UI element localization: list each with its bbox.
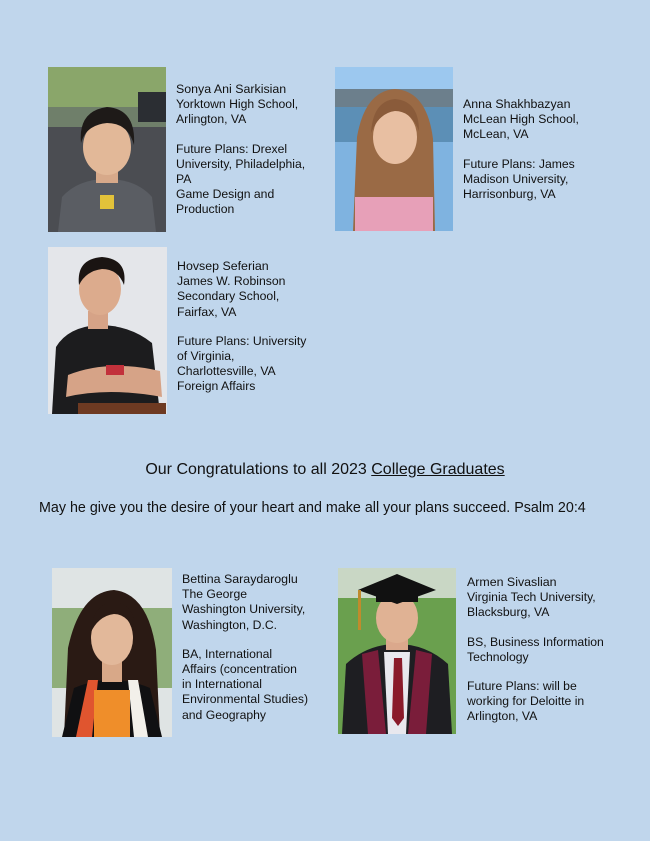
heading-underlined-text: College Graduates: [371, 461, 505, 478]
photo-hovsep-seferian: [48, 247, 167, 414]
graduate-card-armen: [467, 575, 604, 725]
graduate-degree: BS, Business Information Technology: [467, 634, 604, 664]
graduate-plans: Future Plans: will be working for Deloitte in Arlington, VA: [467, 679, 585, 724]
graduate-name: Bettina Saraydaroglu: [182, 572, 298, 586]
graduate-plans: Future Plans: Drexel University, Philadelphia, PA Game Design and Production: [176, 141, 306, 217]
graduate-school: McLean High School, McLean, VA: [463, 112, 579, 142]
heading-text: Our Congratulations to all 2023: [145, 461, 372, 478]
graduate-name: Anna Shakhbazyan: [463, 97, 571, 111]
congratulations-heading: [0, 461, 650, 479]
graduate-school: James W. Robinson Secondary School, Fairfax, VA: [177, 274, 286, 319]
graduate-name: Armen Sivaslian: [467, 575, 557, 589]
graduate-school: The George Washington University, Washington, D.C.: [182, 587, 306, 632]
graduate-card-sonya: [176, 82, 305, 218]
graduate-plans: Future Plans: James Madison University, Harrisonburg, VA: [463, 156, 575, 202]
photo-armen-sivaslian: [338, 568, 456, 734]
graduate-name: Hovsep Seferian: [177, 259, 269, 273]
graduate-school: Virginia Tech University, Blacksburg, VA: [467, 590, 596, 620]
psalm-verse: May he give you the desire of your heart and make all your plans succeed. Psalm 20:4: [39, 500, 586, 516]
photo-anna-shakhbazyan: [335, 67, 453, 231]
graduate-card-anna: [463, 97, 579, 202]
photo-sonya-sarkisian: [48, 67, 166, 232]
graduate-school: Yorktown High School, Arlington, VA: [176, 97, 299, 127]
photo-bettina-saraydaroglu: [52, 568, 172, 737]
graduate-card-bettina: [182, 572, 308, 723]
graduate-degree: BA, International Affairs (concentration in International Environmental Studies) and Geography: [182, 646, 308, 722]
graduate-card-hovsep: [177, 259, 306, 395]
graduate-plans: Future Plans: University of Virginia, Charlottesville, VA Foreign Affairs: [177, 333, 307, 394]
graduate-name: Sonya Ani Sarkisian: [176, 82, 287, 96]
